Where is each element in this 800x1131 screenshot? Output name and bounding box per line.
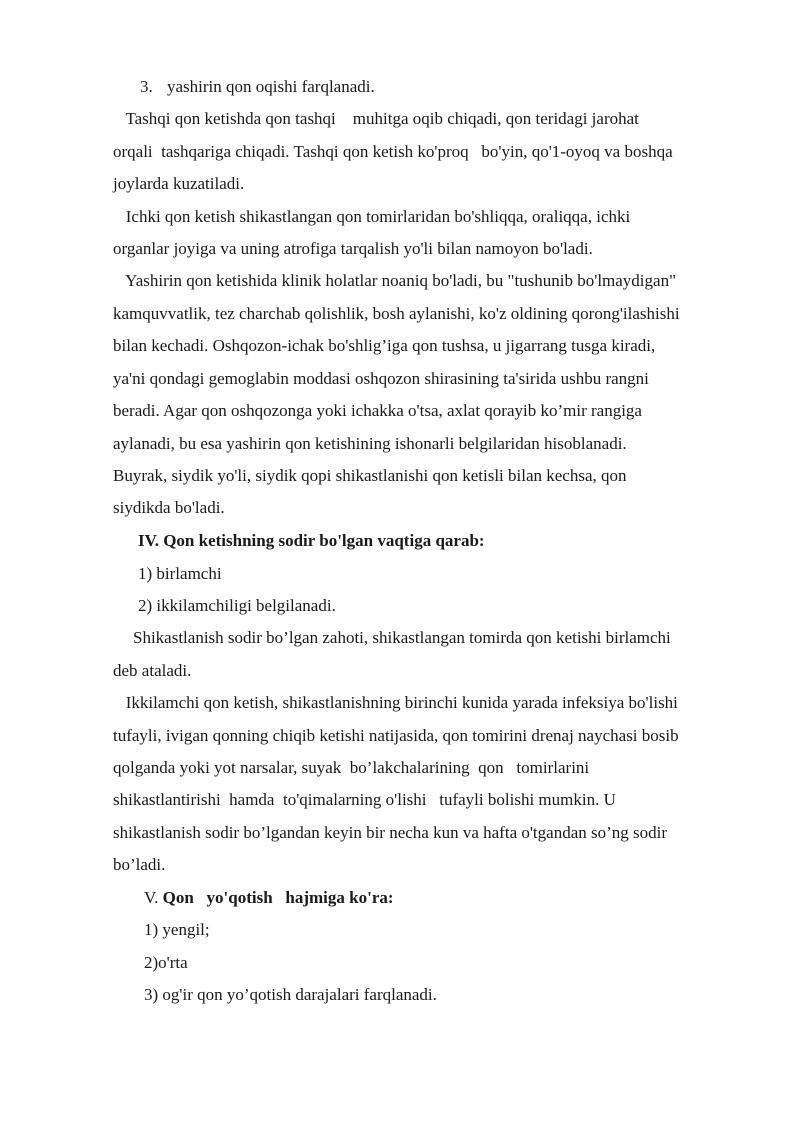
section-heading-iv: IV. Qon ketishning sodir bo'lgan vaqtiga qarab: bbox=[138, 531, 485, 550]
list-item: 3) og'ir qon yo’qotish darajalari farqlanadi. bbox=[144, 985, 437, 1004]
paragraph-line: bilan kechadi. Oshqozon-ichak bo'shlig’iga qon tushsa, u jigarrang tusga kiradi, bbox=[113, 336, 656, 355]
list-item: 1) birlamchi bbox=[138, 564, 222, 583]
paragraph-line: Shikastlanish sodir bo’lgan zahoti, shikastlangan tomirda qon ketishi birlamchi bbox=[133, 628, 671, 647]
list-item: 1) yengil; bbox=[144, 920, 210, 939]
paragraph-line: Ikkilamchi qon ketish, shikastlanishning birinchi kunida yarada infeksiya bo'lishi bbox=[113, 693, 678, 712]
paragraph-line: tufayli, ivigan qonning chiqib ketishi natijasida, qon tomirini drenaj naychasi bosib bbox=[113, 726, 679, 745]
paragraph-line: Buyrak, siydik yo'li, siydik qopi shikastlanishi qon ketisli bilan kechsa, qon bbox=[113, 466, 627, 485]
list-item-number: 3. bbox=[140, 77, 153, 96]
paragraph-line: aylanadi, bu esa yashirin qon ketishining ishonarli belgilaridan hisoblanadi. bbox=[113, 434, 627, 453]
list-item-3 bbox=[140, 77, 375, 97]
section-heading-title: Qon yo'qotish hajmiga ko'ra: bbox=[162, 888, 394, 907]
paragraph-line: bo’ladi. bbox=[113, 855, 166, 874]
paragraph-line: shikastlantirishi hamda to'qimalarning o'lishi tufayli bolishi mumkin. U bbox=[113, 790, 616, 809]
list-item: 2) ikkilamchiligi belgilanadi. bbox=[138, 596, 336, 615]
paragraph-line: joylarda kuzatiladi. bbox=[113, 174, 245, 193]
paragraph-line: kamquvvatlik, tez charchab qolishlik, bosh aylanishi, ko'z oldining qorong'ilashishi bbox=[113, 304, 680, 323]
paragraph-line: deb ataladi. bbox=[113, 661, 192, 680]
paragraph-line: Yashirin qon ketishida klinik holatlar noaniq bo'ladi, bu "tushunib bo'lmaydigan" bbox=[113, 271, 677, 290]
list-item: 2)o'rta bbox=[144, 953, 188, 972]
paragraph-line: orqali tashqariga chiqadi. Tashqi qon ketish ko'proq bo'yin, qo'1-oyoq va boshqa bbox=[113, 142, 673, 161]
paragraph-line: beradi. Agar qon oshqozonga yoki ichakka o'tsa, axlat qorayib ko’mir rangiga bbox=[113, 401, 642, 420]
paragraph-line: organlar joyiga va uning atrofiga tarqalish yo'li bilan namoyon bo'ladi. bbox=[113, 239, 593, 258]
paragraph-line: shikastlanish sodir bo’lgandan keyin bir necha kun va hafta o'tgandan so’ng sodir bbox=[113, 823, 668, 842]
section-heading-prefix: V. bbox=[144, 888, 163, 907]
paragraph-line: ya'ni qondagi gemoglabin moddasi oshqozon shirasining ta'sirida ushbu rangni bbox=[113, 369, 649, 388]
paragraph-line: qolganda yoki yot narsalar, suyak bo’lakchalarining qon tomirlarini bbox=[113, 758, 590, 777]
paragraph-line: siydikda bo'ladi. bbox=[113, 498, 225, 517]
section-heading-v bbox=[144, 888, 394, 908]
paragraph-line: Ichki qon ketish shikastlangan qon tomirlaridan bo'shliqqa, oraliqqa, ichki bbox=[113, 207, 631, 226]
paragraph-line: Tashqi qon ketishda qon tashqi muhitga oqib chiqadi, qon teridagi jarohat bbox=[113, 109, 639, 128]
list-item-text: yashirin qon oqishi farqlanadi. bbox=[167, 77, 375, 96]
